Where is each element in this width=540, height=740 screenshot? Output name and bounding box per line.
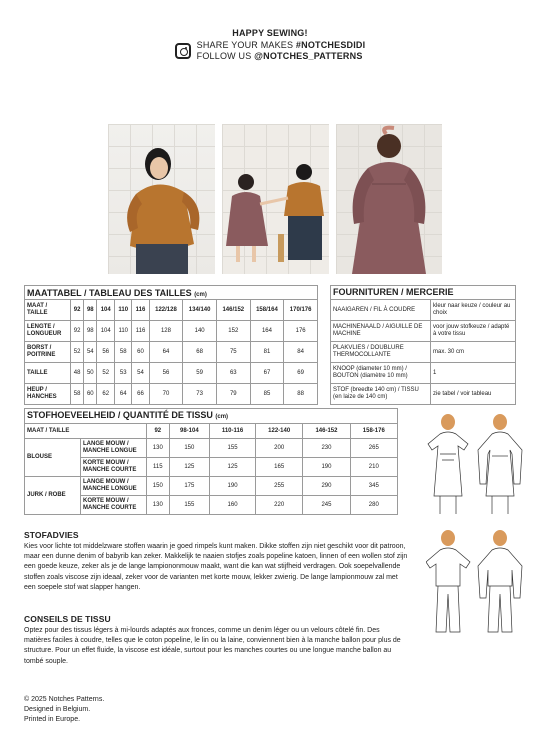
notions-title: FOURNITUREN / MERCERIE bbox=[331, 286, 516, 300]
designed-text: Designed in Belgium. bbox=[24, 706, 91, 713]
size-row-length: LENGTE / LONGUEUR 92 98 104 110 116 128 140 152 164 176 bbox=[25, 321, 318, 342]
size-header: 110 bbox=[115, 300, 132, 321]
share-prefix: SHARE YOUR MAKES bbox=[196, 40, 296, 50]
size-header-label: MAAT / TAILLE bbox=[25, 300, 71, 321]
fabric-table-title: STOFHOEVEELHEID / QUANTITÉ DE TISSU (cm) bbox=[25, 409, 398, 424]
size-row-hip: HEUP / HANCHES 58 60 62 64 66 70 73 79 85 88 bbox=[25, 384, 318, 405]
notions-row: NAAIGAREN / FIL À COUDRE kleur naar keuze / couleur au choix bbox=[331, 300, 516, 321]
size-table-title: MAATTABEL / TABLEAU DES TAILLES (cm) bbox=[25, 286, 318, 300]
garment-label-blouse: BLOUSE bbox=[25, 439, 81, 477]
size-header: 116 bbox=[132, 300, 149, 321]
size-header: 122/128 bbox=[149, 300, 183, 321]
fabric-header-label: MAAT / TAILLE bbox=[25, 424, 147, 439]
size-table bbox=[24, 285, 318, 405]
size-header: 98 bbox=[84, 300, 97, 321]
notions-row: KNOOP (diameter 10 mm) / BOUTON (diamètre 10 mm) 1 bbox=[331, 363, 516, 384]
notions-table bbox=[330, 285, 516, 405]
size-header: 158/164 bbox=[250, 300, 284, 321]
garment-technical-drawings bbox=[426, 410, 526, 640]
instagram-icon[interactable] bbox=[175, 43, 191, 59]
size-header: 170/176 bbox=[284, 300, 318, 321]
size-header: 104 bbox=[97, 300, 115, 321]
fabric-row: JURK / ROBE LANGE MOUW / MANCHE LONGUE 150 175 190 255 290 345 bbox=[25, 477, 398, 496]
header bbox=[0, 28, 540, 62]
fabric-row: KORTE MOUW / MANCHE COURTE 115 125 125 165 190 210 bbox=[25, 458, 398, 477]
two-children-holding-hands-photo bbox=[222, 124, 329, 274]
size-header: 92 bbox=[71, 300, 84, 321]
copyright-text: © 2025 Notches Patterns. bbox=[24, 696, 105, 703]
footer bbox=[24, 695, 104, 725]
garment-label-dress: JURK / ROBE bbox=[25, 477, 81, 515]
fabric-advice-fr-title: CONSEILS DE TISSU bbox=[24, 614, 111, 624]
fabric-advice-nl-body: Kies voor lichte tot middelzware stoffen waarin je goed rimpels kunt maken. Dikke stoffen zijn niet geschikt voor dit patroon, maar een dunne denim of babyrib kan zeker. Makkelijk te naaien stofjes zoals popeline katoen, linnen of een wollen stof zijn een goede keuze, zeker als je de lange lampiononmouw maakt, want die kan wat stijfheid verdragen. Ook soepelvallende stoffen zoals viscose zijn ideaal, zeker voor de varianten met korte mouw, lekker zwierig. De lange lampionmouw zal met een soepele stof wat slapper hangen. bbox=[24, 543, 408, 591]
printed-text: Printed in Europe. bbox=[24, 716, 81, 723]
fabric-row: KORTE MOUW / MANCHE COURTE 130 155 160 220 245 280 bbox=[25, 496, 398, 515]
fabric-row: BLOUSE LANGE MOUW / MANCHE LONGUE 130 150 155 200 230 265 bbox=[25, 439, 398, 458]
follow-prefix: FOLLOW US bbox=[196, 51, 255, 61]
fabric-advice-nl bbox=[24, 530, 408, 593]
child-back-view-dress-photo bbox=[336, 124, 442, 274]
size-row-waist: TAILLE 48 50 52 53 54 56 59 63 67 69 bbox=[25, 363, 318, 384]
handle-link[interactable]: @NOTCHES_PATTERNS bbox=[254, 51, 363, 61]
child-in-ochre-blouse-photo bbox=[108, 124, 215, 274]
notions-row: MACHINENAALD / AIGUILLE DE MACHINE voor jouw stofkeuze / adapté à votre tissu bbox=[331, 321, 516, 342]
hashtag-link[interactable]: #NOTCHESDIDI bbox=[295, 40, 366, 50]
fabric-advice-nl-title: STOFADVIES bbox=[24, 530, 79, 540]
fabric-advice-fr bbox=[24, 614, 408, 667]
notions-row: PLAKVLIES / DOUBLURE THERMOCOLLANTE max. 30 cm bbox=[331, 342, 516, 363]
size-header: 146/152 bbox=[216, 300, 250, 321]
size-header: 134/140 bbox=[183, 300, 217, 321]
size-row-chest: BORST / POITRINE 52 54 56 58 60 64 68 75 81 84 bbox=[25, 342, 318, 363]
social-lines bbox=[197, 40, 366, 62]
happy-sewing-text: HAPPY SEWING! bbox=[232, 28, 308, 38]
fabric-advice-fr-body: Optez pour des tissus légers à mi-lourds adaptés aux fronces, comme un denim léger ou un velours côtelé fin. Des matières faciles à coudre, telles que le coton popeline, le lin ou la laine, conviennent bien à la manche ballon pour plus de structure. Pour un effet fluide, la viscose est idéale, surtout pour les manches courtes ou une longue manche ballon au tombé souple. bbox=[24, 627, 401, 665]
fabric-quantity-table: STOFHOEVEELHEID / QUANTITÉ DE TISSU (cm) MAAT / TAILLE 92 98-104 110-116 122-140 146-152 158-176 BLOUSE LANGE MOUW / MANCHE LONGUE 130 150 155 200 230 265 KORTE MOUW / MANCHE COURTE 115 125 125 165 190 210 JURK / ROBE LANGE MOUW / MANCHE LONGUE 150 175 190 255 290 345 KORTE MOUW / MANCHE COURTE 130 155 160 220 245 280 bbox=[24, 408, 398, 515]
notions-row: STOF (breedte 140 cm) / TISSU (en laize de 140 cm) zie tabel / voir tableau bbox=[331, 384, 516, 405]
